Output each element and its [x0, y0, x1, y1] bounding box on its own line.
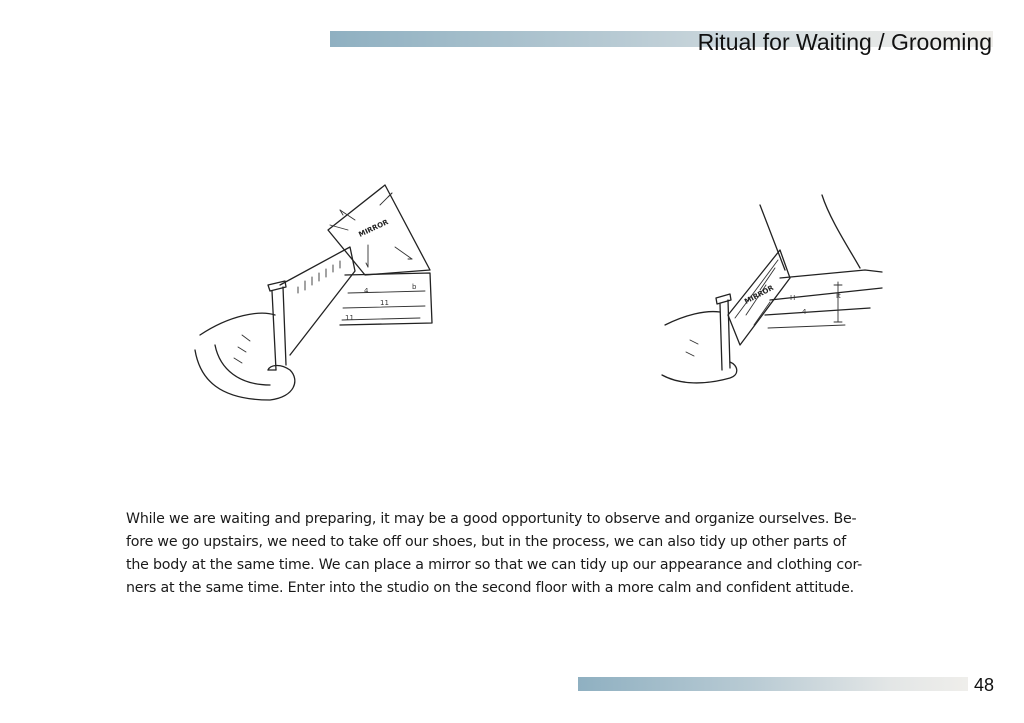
paragraph-line: the body at the same time. We can place a mirror so that we can tidy up our appearance and clothing cor- [126, 557, 863, 573]
tread-mark: lt [836, 292, 841, 300]
tread-mark: 4 [364, 287, 369, 295]
tread-mark: 11 [345, 314, 354, 322]
page-title: Ritual for Waiting / Grooming [697, 29, 992, 55]
mirror-label: MIRROR [743, 283, 775, 306]
paragraph-line: While we are waiting and preparing, it may be a good opportunity to observe and organize ourselves. Be- [126, 511, 857, 527]
paragraph-line: ners at the same time. Enter into the studio on the second floor with a more calm and confident attitude. [126, 580, 854, 596]
footer-accent-bar [578, 677, 968, 691]
tread-mark: b [412, 283, 417, 291]
stair-mirror-sketch-left [180, 175, 460, 415]
description-paragraph [126, 508, 886, 600]
mirror-label: MIRROR [357, 218, 390, 239]
tread-mark: 11 [380, 299, 389, 307]
stair-mirror-sketch-right [650, 190, 890, 400]
tread-mark: 4 [802, 308, 807, 316]
page-number: 48 [973, 675, 994, 695]
tread-mark: H [790, 294, 796, 302]
paragraph-line: fore we go upstairs, we need to take off our shoes, but in the process, we can also tidy up other parts of [126, 534, 847, 550]
